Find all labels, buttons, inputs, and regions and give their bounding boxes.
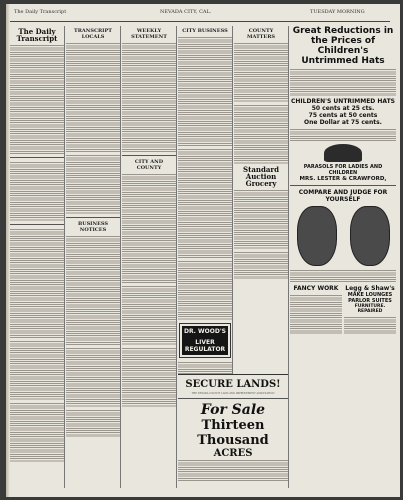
masthead-center: NEVADA CITY, CAL. xyxy=(160,9,212,15)
article-text xyxy=(290,294,342,334)
bottom-ads-row xyxy=(290,285,396,336)
secure-lands-title: SECURE LANDS! xyxy=(185,379,281,390)
legg-shaw-ad xyxy=(344,285,396,336)
auction-grocery-heading: Standard Auction Grocery xyxy=(243,165,279,188)
column-3 xyxy=(122,26,177,488)
column-3-heading: WEEKLY STATEMENT xyxy=(131,28,167,40)
article-text xyxy=(234,251,288,279)
make-lounges: MAKE LOUNGES xyxy=(347,292,393,298)
article-text xyxy=(122,285,176,345)
article-text xyxy=(66,154,120,214)
divider xyxy=(290,185,396,186)
fancy-work-heading: FANCY WORK xyxy=(293,285,339,292)
column-1 xyxy=(10,26,65,488)
masthead-strip xyxy=(10,7,390,22)
article-text xyxy=(66,42,120,152)
childrens-hats-heading: CHILDREN'S UNTRIMMED HATS xyxy=(290,98,395,105)
divider xyxy=(10,224,64,225)
furniture-repaired: FURNITURE. REPAIRED xyxy=(354,304,386,314)
column-1-heading: The Daily Transcript xyxy=(16,27,58,43)
column-6-ads xyxy=(290,26,396,488)
article-text xyxy=(178,459,288,481)
column-2-heading: TRANSCRIPT LOCALS xyxy=(74,28,112,40)
article-text xyxy=(234,189,288,249)
shoe-illustrations xyxy=(290,206,396,266)
shoe-left-icon xyxy=(297,206,337,266)
liver-ad-title: DR. WOOD'S xyxy=(183,328,227,335)
divider xyxy=(10,157,64,158)
article-text xyxy=(178,260,232,320)
shoe-right-icon xyxy=(350,206,390,266)
parlor-suites: PARLOR SUITES xyxy=(348,298,392,304)
column-4-heading: CITY BUSINESS xyxy=(182,28,228,34)
parasols-heading: PARASOLS FOR LADIES AND CHILDREN xyxy=(303,164,383,176)
article-text xyxy=(10,402,64,462)
acres-heading: ACRES xyxy=(213,448,253,459)
association-name: THE NEVADA COUNTY LAND AND IMPROVEMENT ASSOCIATION xyxy=(191,392,275,395)
article-text xyxy=(66,409,120,437)
liver-regulator-ad xyxy=(179,323,231,358)
article-text xyxy=(122,347,176,407)
divider xyxy=(66,217,120,218)
article-text xyxy=(344,316,396,334)
lester-crawford-name: MRS. LESTER & CRAWFORD, xyxy=(299,176,387,182)
article-text xyxy=(234,42,288,102)
article-text xyxy=(122,42,176,152)
compare-heading: COMPARE AND JUDGE FOR YOURSELF xyxy=(298,189,388,203)
column-5-heading: COUNTY MATTERS xyxy=(247,28,275,40)
secure-lands-ad xyxy=(178,374,288,489)
price-line: 75 cents at 50 cents xyxy=(308,112,378,119)
article-text xyxy=(234,104,288,164)
article-text xyxy=(178,36,232,146)
liver-ad-subtitle: LIVER REGULATOR xyxy=(182,337,228,355)
article-text xyxy=(66,347,120,407)
fancy-work-ad xyxy=(290,285,342,336)
for-sale-heading: For Sale xyxy=(200,402,266,418)
great-reductions-headline: Great Reductions in the Prices of Children's Untrimmed Hats xyxy=(292,26,394,66)
article-text xyxy=(10,228,64,338)
masthead-left: The Daily Transcript xyxy=(14,9,67,15)
article-text xyxy=(290,269,396,283)
article-text xyxy=(66,235,120,345)
article-text xyxy=(10,44,64,154)
article-text xyxy=(10,161,64,221)
newspaper-page xyxy=(6,4,400,497)
hat-illustration-icon xyxy=(324,144,362,162)
article-text xyxy=(178,148,232,258)
divider xyxy=(178,398,288,399)
thirteen-thousand-heading: Thirteen Thousand xyxy=(197,418,269,448)
divider xyxy=(122,155,176,156)
article-text xyxy=(290,68,396,96)
section-heading: BUSINESS NOTICES xyxy=(77,221,109,233)
section-heading: CITY AND COUNTY xyxy=(134,159,164,171)
legg-shaw-heading: Legg & Shaw's xyxy=(345,285,395,292)
column-2 xyxy=(66,26,121,488)
article-text xyxy=(10,340,64,400)
masthead-right: TUESDAY MORNING xyxy=(310,9,365,15)
price-line: One Dollar at 75 cents. xyxy=(304,119,382,126)
article-text xyxy=(122,173,176,283)
price-line: 50 cents at 25 cts. xyxy=(311,105,375,112)
article-text xyxy=(290,128,396,142)
